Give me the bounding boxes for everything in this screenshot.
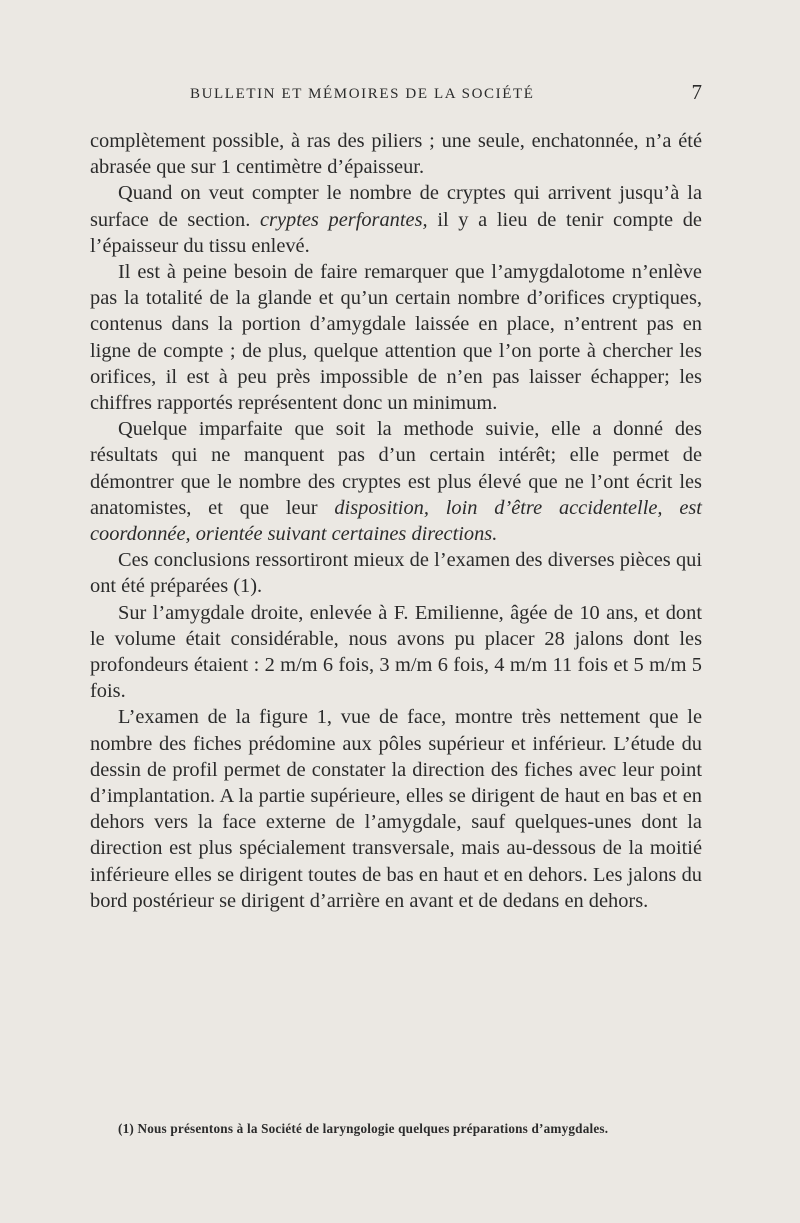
footnote: (1) Nous présentons à la Société de laryngologie quelques préparations d’amygdales.	[118, 1121, 609, 1136]
page-number: 7	[691, 80, 702, 104]
paragraph	[90, 416, 702, 547]
paragraph-text: Quelque imparfaite que soit la methode suivie, elle a donné des résultats qui ne manquent pas d’un certain intérêt; elle permet de démontrer que le nombre des cryptes est plus élevé que ne l’ont écrit les anatomistes, et que leur	[90, 418, 702, 519]
italic-phrase: disposition, loin d’être accidentelle, est coordonnée, orientée suivant certaines directions.	[90, 496, 702, 546]
italic-term: cryptes perforantes,	[259, 208, 428, 231]
running-head: BULLETIN ET MÉMOIRES DE LA SOCIÉTÉ	[190, 86, 535, 102]
paragraph	[90, 180, 702, 259]
page-header	[90, 82, 702, 112]
paragraph: Il est à peine besoin de faire remarquer que l’amygdalotome n’enlève pas la totalité de la glande et qu’un certain nombre d’orifices cryptiques, contenus dans la portion d’amygdale laissée en place, n’entrent pas en ligne de compte ; de plus, quelque attention que l’on porte à chercher les orifices, il est à peu près impossible de n’en pas laisser échapper; les chiffres rapportés représentent donc un minimum.	[90, 261, 702, 415]
body-text	[90, 128, 702, 914]
paragraph: Sur l’amygdale droite, enlevée à F. Emilienne, âgée de 10 ans, et dont le volume était considérable, nous avons pu placer 28 jalons dont les profondeurs étaient : 2 m/m 6 fois, 3 m/m 6 fois, 4 m/m 11 fois et 5 m/m 5 fois.	[90, 601, 702, 703]
paragraph: L’examen de la figure 1, vue de face, montre très nettement que le nombre des fiches prédomine aux pôles supérieur et inférieur. L’étude du dessin de profil permet de constater la direction des fiches avec leur point d’implantation. A la partie supérieure, elles se dirigent de haut en bas et en dehors vers la face externe de l’amygdale, sauf quelques-unes dont la direction est plus spécialement transversale, mais au-dessous de la moitié inférieure elles se dirigent toutes de bas en haut et en dehors. Les jalons du bord postérieur se dirigent d’arrière en avant et de dedans en dehors.	[90, 706, 702, 912]
paragraph: Ces conclusions ressortiront mieux de l’examen des diverses pièces qui ont été préparées (1).	[90, 549, 702, 598]
paragraph-text: Quand on veut compter le nombre de cryptes qui arrivent jusqu’à la surface de section.	[90, 182, 702, 231]
paragraph-text: il y a lieu de tenir compte de l’épaisseur du tissu enlevé.	[90, 208, 702, 257]
paragraph: complètement possible, à ras des piliers ; une seule, enchatonnée, n’a été abrasée que sur 1 centimètre d’épaisseur.	[90, 130, 702, 179]
